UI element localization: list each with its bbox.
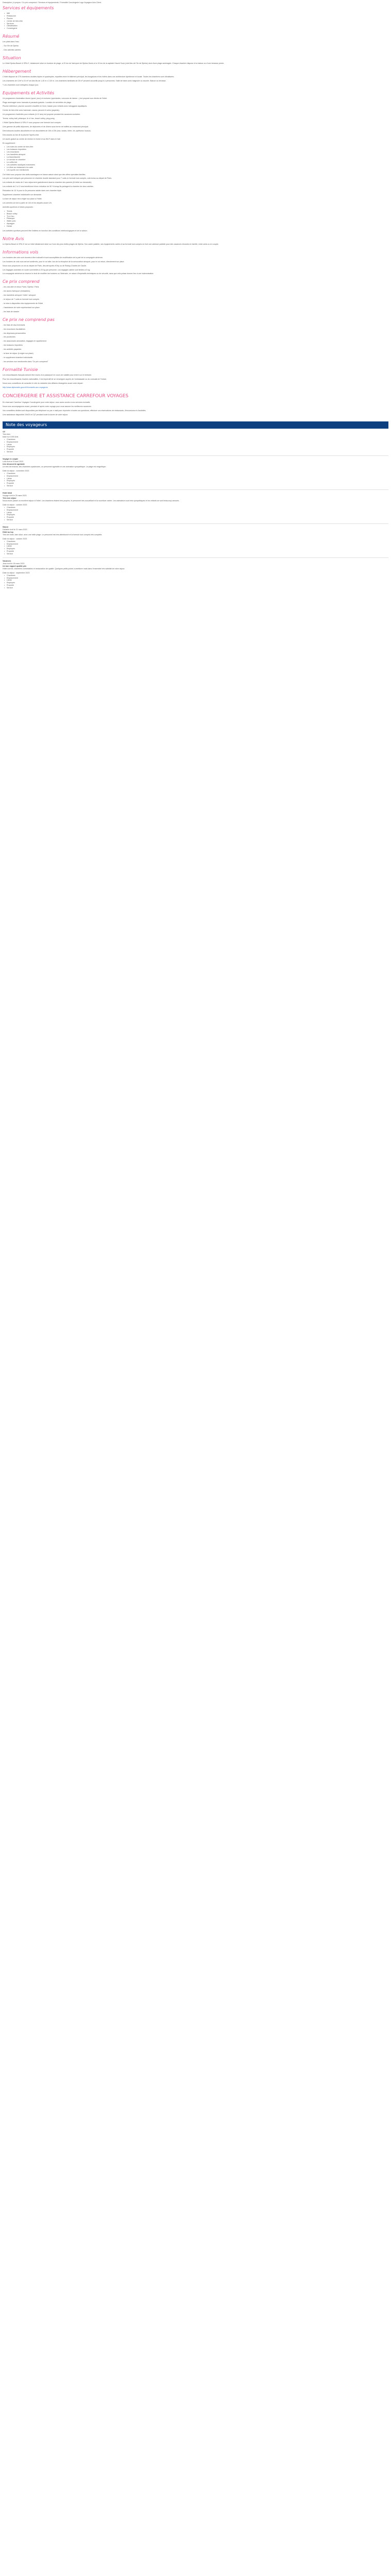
list-item: - la mise à disposition des équipements de l'hôtel <box>3 302 43 304</box>
paragraph: Les enfants de 2 à 12 ans bénéficient d'une réduction de 50 % lorsqu'ils partagent la chambre de deux adultes. <box>3 185 94 188</box>
paragraph: Les activités sportives peuvent être limitées en fonction des conditions météorologiques et de la saison. <box>3 230 88 232</box>
list-item: • Climatisation <box>7 25 388 27</box>
list-item: • Emplacement <box>7 475 388 478</box>
paragraph: Le Djerba Beach & SPA 4* est un hôtel idéalement situé sur l'une des plus belles plages de Djerba. Son cadre paisible, ses équipements variés et sa formule tout compris en font une adresse parfaite pour des vacances réussies en famille, entre amis ou en couple. <box>3 243 219 245</box>
list-item: • Conciergerie <box>7 27 388 30</box>
list-item: • Les sports non mentionnés <box>7 169 388 172</box>
list-item: • Les boissons importées <box>7 148 388 151</box>
formalite-title: Formalité Tunisie <box>3 367 38 372</box>
list-item: - la taxe de séjour (à régler sur place) <box>3 352 34 355</box>
list-item: • Propreté <box>7 482 388 485</box>
paragraph: Les horaires des vols sont donnés à titre indicatif et sont susceptibles de modification de la part de la compagnie aérienne. <box>3 256 103 259</box>
list-item: - les activités payantes <box>3 348 22 351</box>
paragraph: L'Hôtel Djerba Beach & SPA 4* vous propose une formule tout compris : <box>3 122 62 124</box>
page <box>0 0 391 593</box>
resume-title: Résumé <box>3 34 20 39</box>
list-item: - les pourboires <box>3 336 15 338</box>
review <box>3 560 388 589</box>
score: 4,6 <box>3 431 5 433</box>
list-item: • Le coffre-fort <box>7 161 388 164</box>
review-date: Date du séjour : octobre 2023 <box>3 537 27 540</box>
paragraph: Piscine extérieure, piscine couverte chauffée en hiver, bassin pour enfants avec toboggans aquatiques. <box>3 105 88 108</box>
review-head: Un bon rapport qualité prix <box>3 565 27 567</box>
list-item: • Literie <box>7 579 388 582</box>
review-head: Une découverte agréable <box>3 463 25 465</box>
list-item: • Service <box>7 485 388 487</box>
review-date: Date du séjour : octobre 2023 <box>3 503 27 506</box>
review <box>3 526 388 555</box>
divider <box>3 455 388 456</box>
list-item: - le séjour de 7 nuits en formule tout compris <box>3 298 39 301</box>
list-item: • Literie <box>7 478 388 480</box>
list-item: • Service <box>7 587 388 589</box>
services-list <box>3 12 388 30</box>
review-text: Un très bel endroit, des chambres spacieuses, un personnel agréable et une animation sympathique. La plage est magnifique. <box>3 465 106 468</box>
list-item: • Literie <box>7 545 388 548</box>
review-text: Nous avons passé un excellent séjour à l'hôtel. Les chambres étaient très propres, le personnel très accueillant et la nourriture variée. Les animateurs sont très sympathiques et les enfants se sont beaucoup amusés. <box>3 499 180 502</box>
review-meta: Voyage écrit le 25 mars 2023 <box>3 495 27 497</box>
paragraph: Les chambres de 12m² à 24 m² ont des lits de 1,40 m x 2,00 m. Les chambres familiales de 28 m² peuvent accueillir jusqu'à 4 personnes. Salle de bains avec baignoire ou douche. Balcon ou terrasse. <box>3 79 167 82</box>
paragraph: Les enfants de moins de 2 ans séjournent gratuitement dans la chambre des parents (lit bébé sur demande). <box>3 181 92 184</box>
review-title: Voyagé en couple <box>3 458 19 461</box>
breadcrumb: Description | A propos / Ce prix comprend / Services et équipements / Formalité Conciergerie Logo Voyageur Avis Client <box>3 2 101 4</box>
list-item: • Propreté <box>7 550 388 553</box>
informations-title: Informations vols <box>3 249 39 255</box>
review-date: Date du séjour : septembre 2023 <box>3 571 30 574</box>
list-item: • Les transferts aéroport <box>7 154 388 156</box>
list-item: • Emplacement <box>7 441 388 444</box>
review-date: Date du séjour : novembre 2023 <box>3 469 29 472</box>
list-item: • La blanchisserie <box>7 156 388 159</box>
list-item: - l'assistance de notre représentant sur place <box>3 306 40 309</box>
list-item: • Tennis <box>7 210 388 213</box>
list-item: • Beach volley <box>7 213 388 215</box>
paragraph: Centre de bien-être avec hammam, sauna, jacuzzi et soins (payants). <box>3 109 60 112</box>
list-item: • Piscine <box>7 18 388 20</box>
list-item: - les transferts aéroport / hôtel / aéroport <box>3 294 36 297</box>
paragraph: Supplément chambre individuelle sur demande. <box>3 194 42 196</box>
resume-line: - Des activités variées <box>3 49 21 52</box>
list-item: - le supplément chambre individuelle <box>3 356 33 359</box>
paragraph: Une gamme de petits déjeuners, de déjeuners et de dîners sous forme de buffets au restaurant principal. <box>3 125 89 128</box>
paragraph: Nous vous proposons un vol au départ de Paris, des aéroports d'Orly ou de Roissy-Charles de Gaulle. <box>3 264 87 267</box>
list-item: • Employés <box>7 480 388 482</box>
paragraph: Un accès gratuit au centre de remise en forme et au Wi-Fi dans le hall. <box>3 138 61 140</box>
list-item: • Wifi <box>7 12 388 15</box>
divider <box>3 489 388 490</box>
list-item: • Emplacement <box>7 577 388 580</box>
review-meta: Danielle écrit le 21 mars 2023 <box>3 529 27 531</box>
voyageurs-summary <box>3 431 388 453</box>
diplomatie-link[interactable]: http://www.diplomatie.gouv.fr/fr/conseils-aux-voyageurs <box>3 386 48 388</box>
list-item: • Employés <box>7 446 388 448</box>
activites-list <box>3 210 388 228</box>
list-item: • Employés <box>7 548 388 550</box>
paragraph: Réduction de 10 % pour la 3e personne adulte dans une chambre triple. <box>3 190 62 192</box>
list-item: • Literie <box>7 512 388 514</box>
review <box>3 458 388 487</box>
voyageurs-band: Note des voyageurs <box>3 421 388 429</box>
paragraph: Nous vous accompagnons avant, pendant et après votre voyage pour vous assurer les meilleures vacances. <box>3 405 92 408</box>
review-title: Hotel ideal <box>3 492 12 495</box>
paragraph: Un programme d'activités pour enfants (4-12 ans) est proposé pendant les vacances scolaires. <box>3 113 80 116</box>
paragraph: Les ressortissants français doivent être munis d'un passeport en cours de validité pour entrer sur le territoire. <box>3 374 92 376</box>
list-item: • Employés <box>7 514 388 516</box>
paragraph: Pour les ressortissants d'autres nationalités, il est impératif de se renseigner auprès de l'ambassade ou du consulat de Tunisie. <box>3 378 107 380</box>
paragraph: * Les chambres sont nettoyées chaque jour. <box>3 83 39 86</box>
review-title: Vacances <box>3 560 11 563</box>
list-item: • Aquagym <box>7 223 388 225</box>
list-item: - les vols aller et retour Paris / Djerba / Paris <box>3 286 39 289</box>
paragraph: Un programme d'animation diurne (sport, jeux) et nocturne (spectacles, concours de danse...) est proposé aux clients de l'hôtel. <box>3 97 107 99</box>
list-item: • Tir à l'arc <box>7 215 388 218</box>
review-count: basé sur 1000 Avis <box>3 435 19 438</box>
list-item: • Employés <box>7 582 388 584</box>
resume-line: Les plats dans l'eau <box>3 41 19 43</box>
review-text: Très bel hôtel, bien situé, avec une belle plage. Le personnel est très attentionné et la formule tout compris très complète. <box>3 533 103 536</box>
equipements-title: Equipements et Activités <box>3 90 55 95</box>
review-title: Séjour <box>3 526 9 529</box>
divider <box>3 523 388 524</box>
conciergerie-title: CONCIERGERIE ET ASSISTANCE CARREFOUR VOYAGES <box>3 394 128 399</box>
paragraph: Nous vous conseillons de consulter le site du ministère des Affaires étrangères avant votre départ : <box>3 382 84 384</box>
list-item: • Emplacement <box>7 509 388 512</box>
list-item: • Le service en chambre <box>7 159 388 161</box>
paragraph: Les horaires de vols vous seront confirmés, pour le vol aller, lors de la réception de la convocation aéroport, pour le vol retour, directement sur place. <box>3 260 125 263</box>
list-item: • Pétanque <box>7 217 388 220</box>
list-item: - les taxes d'aéroport (révisables) <box>3 290 30 293</box>
list-item: - les frais de visa éventuels <box>3 324 25 326</box>
list-item: • Propreté <box>7 448 388 451</box>
list-item: • Chambres <box>7 540 388 543</box>
list-item: • Les excursions <box>7 151 388 154</box>
paragraph: Tennis, volley-ball, pétanque, tir à l'arc, beach volley, ping-pong. <box>3 117 55 120</box>
list-item: • Emplacement <box>7 543 388 546</box>
list-item: • Danse <box>7 225 388 228</box>
list-item: • Le dîner au restaurant à la carte <box>7 166 388 169</box>
paragraph: La taxe de séjour est à régler sur place à l'hôtel. <box>3 197 42 200</box>
list-item: • Water-polo <box>7 220 388 223</box>
list-item: • Les soins du centre de bien-être <box>7 146 388 148</box>
list-item: • Service <box>7 451 388 453</box>
list-item: • Literie <box>7 444 388 446</box>
list-item: • Chambres <box>7 438 388 441</box>
review-meta: Lola écrit le 03 avril 2023 <box>3 461 23 463</box>
paragraph: Des boissons locales alcoolisées et non alcoolisées de 10h à 23h (eau, sodas, bière, vin, spiritueux locaux). <box>3 129 91 132</box>
review-meta: Jean écrit le 18 mars 2023 <box>3 563 25 565</box>
divider <box>3 557 388 558</box>
list-item: • Service <box>7 519 388 521</box>
paragraph: Plage aménagée avec transats et parasols gratuits. Location de serviettes de plage. <box>3 101 72 104</box>
list-item: • Propreté <box>7 516 388 519</box>
paragraph: Les prix sont indiqués par personne en chambre double standard pour 7 nuits en formule tout compris, vols inclus au départ de Paris. <box>3 177 112 180</box>
paragraph: Les arrivées se font à partir de 14h et les départs avant 12h. <box>3 201 52 204</box>
situation-title: Situation <box>3 55 21 60</box>
paragraph: Les bagages autorisés en soute sont limités à 20 kg par personne. Les bagages cabine sont limités à 5 kg. <box>3 268 90 271</box>
paragraph: Une assistance disponible 24h/24 et 7j/7 pendant toute la durée de votre séjour. <box>3 414 69 416</box>
list-item: - les services non mentionnés dans "Ce prix comprend" <box>3 360 48 363</box>
list-item: • Restaurant <box>7 15 388 18</box>
review-text: Hôtel correct, chambres confortables et restauration de qualité. Quelques petits points à améliorer mais dans l'ensemble très satisfait de notre séjour. <box>3 567 125 570</box>
activites-intro: Activités sportives et loisirs proposés : <box>3 206 34 208</box>
list-item: • Services <box>7 23 388 25</box>
list-item: - les boissons importées <box>3 344 23 347</box>
prix-ne-comprend-title: Ce prix ne comprend pas <box>3 317 55 322</box>
score-label: Très bien <box>3 433 10 435</box>
situation-text: Le Hôtel Djerba Beach & SPA 4*, idéalement situé en bordure de plage, à 20 km de l'aéroport de Djerba Zarzis et à 15 km de la capitale Houmt Souk (chef-lieu de l'île de Djerba) dont d'une plage aménagée. Chaque chambre dispose d'un balcon ou d'une terrasse privée. <box>3 62 224 64</box>
paragraph: Vos conseillers dédiés sont disponibles par téléphone ou par e-mail pour répondre à toutes vos questions, effectuer vos réservations de restaurants, d'excursions et d'activités. <box>3 410 146 412</box>
review <box>3 492 388 521</box>
list-item: • Chambres <box>7 472 388 475</box>
paragraph: Des snacks au bar de la piscine l'après-midi. <box>3 133 39 136</box>
list-item: - les assurances annulation, bagages et rapatriement <box>3 340 46 343</box>
paragraph: En réservant Carrefour Voyages Conciergerie pour votre séjour, vous aurez accès à nos services exclusifs. <box>3 401 91 404</box>
list-item: • Chambres <box>7 574 388 577</box>
list-item: • Centre de bien-être <box>7 20 388 23</box>
hebergement-title: Hébergement <box>3 69 31 74</box>
supplement-heading: En supplément : <box>3 142 16 144</box>
paragraph: La compagnie aérienne se réserve le droit de modifier les horaires ou l'itinéraire, en raison d'impératifs techniques ou de sécurité, sans que cela puisse donner lieu à une indemnisation. <box>3 273 154 275</box>
paragraph: L'hôtel dispose de 275 chambres doubles triples et quadruples, réparties entre le bâtiment principal, les bungalows et les hôtels dans une architecture djerbienne et locale. Toutes les chambres sont climatisées. <box>3 75 174 78</box>
prix-comprend-title: Ce prix comprend <box>3 279 40 284</box>
services-title: Services et équipements <box>3 5 54 10</box>
list-item: - les dépenses personnelles <box>3 332 26 334</box>
list-item: - les excursions facultatives <box>3 328 25 330</box>
list-item: • Les activités nautiques motorisées <box>7 164 388 166</box>
list-item: • Propreté <box>7 584 388 587</box>
review-head: Très bon séjour <box>3 497 17 499</box>
paragraph: Cet hôtel vous propose des tarifs avantageux en basse saison ainsi que des offres spéciales familles. <box>3 173 86 176</box>
list-item: • Chambres <box>7 506 388 509</box>
list-item: • Service <box>7 553 388 555</box>
resume-line: - Sur l'île de Djerba <box>3 45 19 47</box>
review-head: Hôtel au top <box>3 531 13 533</box>
supplement-list <box>3 146 388 171</box>
list-item: - les frais de dossier <box>3 310 20 313</box>
notre-avis-title: Notre Avis <box>3 236 24 241</box>
